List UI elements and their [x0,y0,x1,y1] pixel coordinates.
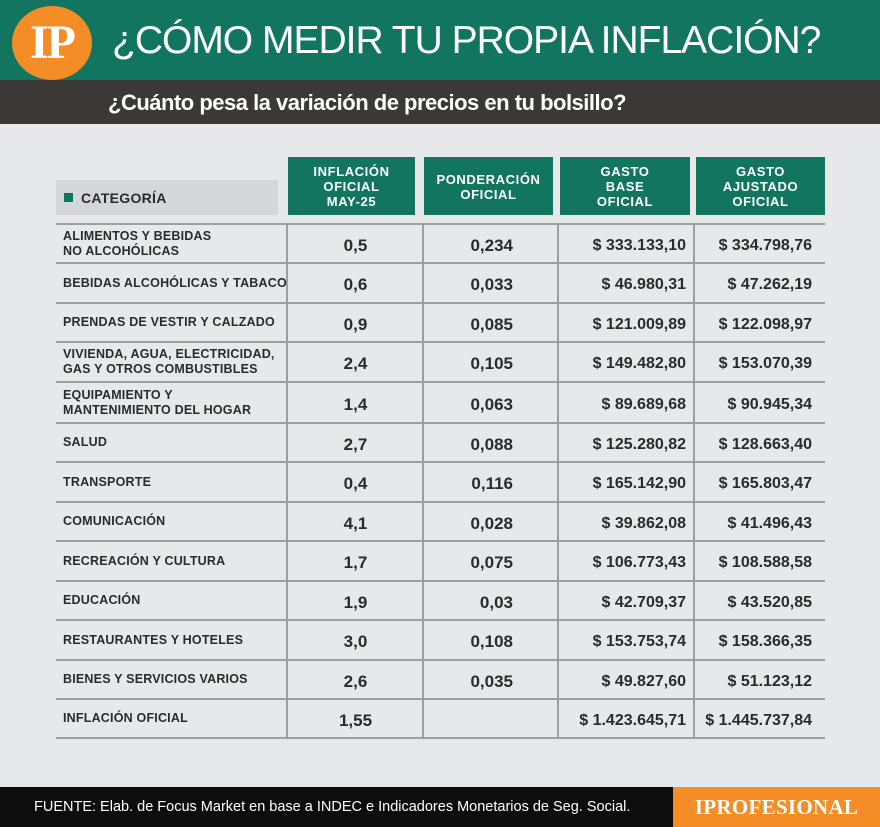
inflation-cell: 1,4 [343,394,368,414]
adjusted-spend-cell: $ 90.945,34 [727,395,812,413]
weight-cell: 0,105 [470,354,513,373]
inflation-cell: 1,9 [343,592,368,612]
base-spend-cell: $ 39.862,08 [601,514,686,532]
brand-box [673,787,880,827]
table-row [56,542,825,580]
category-cell: RESTAURANTES Y HOTELES [63,632,244,647]
total-row [56,700,825,737]
adjusted-spend-cell: $ 165.803,47 [718,475,812,492]
source-note: FUENTE: Elab. de Focus Market en base a INDEC e Indicadores Monetarios de Seg. Social. [34,799,631,815]
inflation-cell: 3,0 [343,632,368,651]
inflation-cell: 1,7 [343,553,368,572]
base-spend-cell: $ 333.133,10 [592,236,686,254]
weight-cell: 0,234 [470,235,513,255]
inflation-cell: 1,55 [338,710,373,730]
weight-column-header: PONDERACIÓN OFICIAL [424,157,553,215]
table-row [56,582,825,619]
base-spend-cell: $ 89.689,68 [601,395,686,413]
adjusted-spend-cell: $ 51.123,12 [727,672,812,690]
base-spend-cell: $ 121.009,89 [592,315,686,333]
ip-logo: IP [12,6,92,80]
inflation-cell: 2,7 [343,434,368,454]
inflation-cell: 2,4 [343,354,368,373]
adjusted-spend-cell: $ 43.520,85 [727,593,812,611]
subheader-bar [0,80,880,124]
weight-cell: 0,075 [470,553,513,572]
weight-cell: 0,063 [470,394,513,414]
weight-cell: 0,03 [479,592,513,612]
inflation-cell: 0,5 [343,235,368,255]
adjusted-spend-cell: $ 47.262,19 [727,276,812,293]
base-spend-cell: $ 106.773,43 [592,554,686,571]
brand-logo: IPROFESIONAL [694,795,859,819]
adjusted-spend-cell: $ 334.798,76 [718,236,812,254]
adjusted-spend-cell: $ 153.070,39 [718,355,812,372]
category-cell: BEBIDAS ALCOHÓLICAS Y TABACO [63,275,287,290]
base-spend-cell: $ 149.482,80 [592,355,686,372]
inflation-cell: 4,1 [343,513,368,533]
category-cell: EQUIPAMIENTO Y MANTENIMIENTO DEL HOGAR [63,387,252,417]
inflation-cell: 0,4 [343,474,368,493]
weight-cell: 0,085 [470,314,513,334]
category-column-header [56,180,278,215]
table-row [56,621,825,659]
base-spend-cell: $ 165.142,90 [592,475,686,492]
base-spend-column-header: GASTO BASE OFICIAL [560,157,690,215]
weight-cell: 0,108 [470,632,513,651]
table-row [56,225,825,262]
category-cell: SALUD [63,435,108,449]
adjusted-spend-cell: $ 158.366,35 [718,633,812,650]
base-spend-cell: $ 46.980,31 [601,276,686,293]
category-cell: COMUNICACIÓN [63,514,166,528]
base-spend-cell: $ 42.709,37 [601,593,686,611]
base-spend-cell: $ 125.280,82 [592,435,686,453]
category-cell: RECREACIÓN Y CULTURA [63,553,226,568]
category-cell: ALIMENTOS Y BEBIDAS NO ALCOHÓLICAS [63,228,212,258]
table-row [56,343,825,381]
category-cell: VIVIENDA, AGUA, ELECTRICIDAD, GAS Y OTROS COMBUSTIBLES [63,347,275,376]
table-row [56,463,825,501]
base-spend-cell: $ 153.753,74 [592,633,686,650]
adjusted-spend-cell: $ 122.098,97 [718,315,812,333]
table-row [56,383,825,422]
adjusted-spend-cell: $ 41.496,43 [727,514,812,532]
header-bar [0,0,880,80]
inflation-cell: 0,6 [343,275,368,294]
table-row [56,264,825,302]
adjusted-spend-cell: $ 128.663,40 [718,435,812,453]
base-spend-cell: $ 49.827,60 [601,672,686,690]
table-row [56,424,825,461]
adjusted-spend-column-header: GASTO AJUSTADO OFICIAL [696,157,825,215]
category-header-label: CATEGORÍA [81,189,167,206]
category-cell: EDUCACIÓN [63,593,141,607]
adjusted-spend-cell: $ 1.445.737,84 [705,711,812,729]
table-row [56,304,825,341]
weight-cell [424,700,557,737]
row-divider [56,737,825,739]
category-cell: INFLACIÓN OFICIAL [63,711,188,725]
category-cell: PRENDAS DE VESTIR Y CALZADO [63,315,275,329]
square-bullet-icon [64,193,73,202]
inflation-column-header: INFLACIÓN OFICIAL MAY-25 [288,157,415,215]
table-row [56,503,825,540]
weight-cell: 0,028 [470,513,513,533]
inflation-cell: 0,9 [343,314,368,334]
weight-cell: 0,116 [471,474,513,493]
weight-cell: 0,035 [470,671,513,691]
page-subtitle: ¿Cuánto pesa la variación de precios en tu bolsillo? [108,90,627,115]
weight-cell: 0,033 [470,275,513,294]
page-title: ¿CÓMO MEDIR TU PROPIA INFLACIÓN? [112,19,821,62]
inflation-cell: 2,6 [343,671,368,691]
base-spend-cell: $ 1.423.645,71 [579,711,686,729]
table-row [56,661,825,698]
adjusted-spend-cell: $ 108.588,58 [718,554,812,571]
weight-cell: 0,088 [470,434,513,454]
category-cell: BIENES Y SERVICIOS VARIOS [63,672,248,686]
category-cell: TRANSPORTE [63,474,152,489]
